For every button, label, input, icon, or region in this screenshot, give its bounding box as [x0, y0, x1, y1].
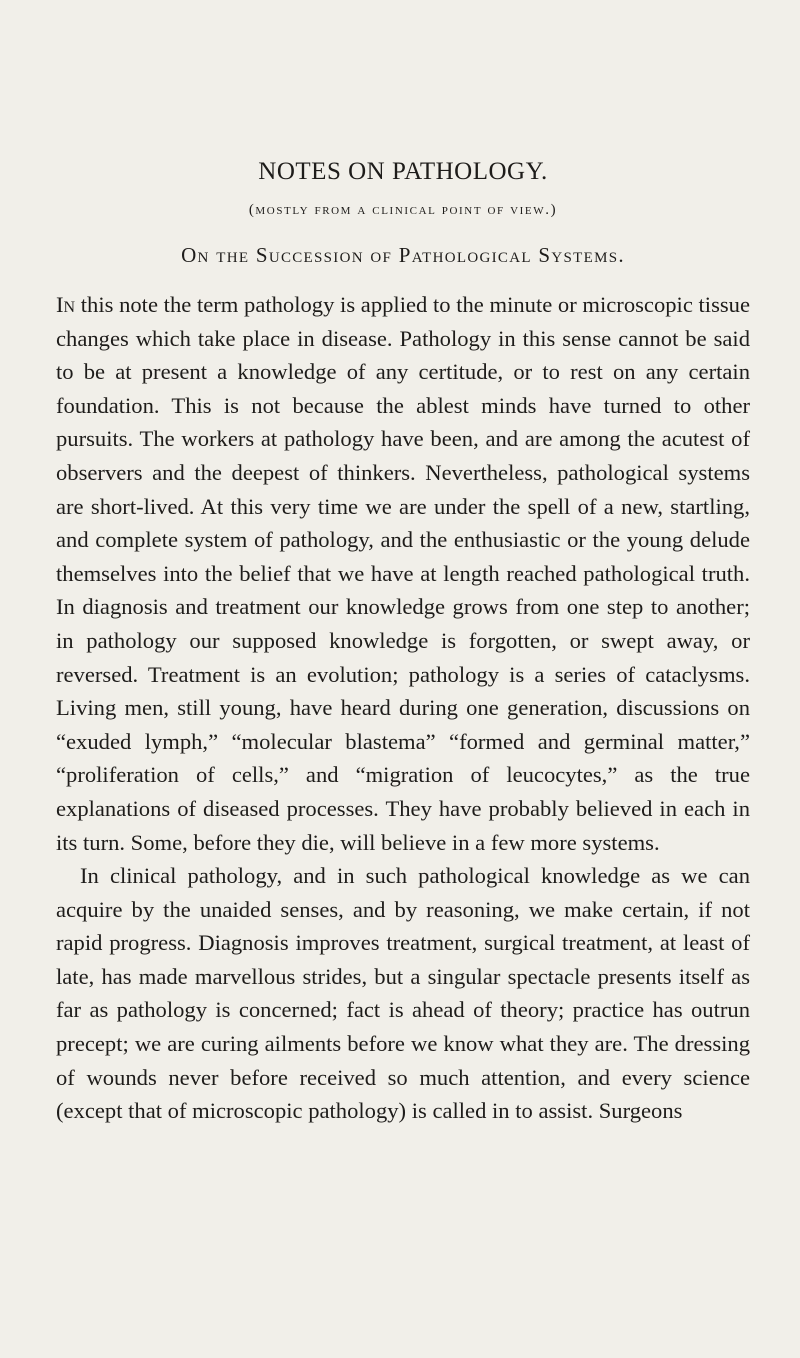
body-paragraph-2: In clinical pathology, and in such pathological knowledge as we can acquire by the unaided senses, and by reasoning, we make certain, if not rapid progress. Diagnosis improves treatment, surgical treatment, at least of late, has made marvellous strides, but a singular spectacle presents itself as far as pathology is concerned; fact is ahead of theory; practice has outrun precept; we are curing ailments before we know what they are. The dressing of wounds never before received so much attention, and every science (except that of microscopic pathology) is called in to assist. Surgeons — [56, 863, 750, 1124]
body-paragraph-1 — [56, 288, 750, 859]
paragraph-lead-word: In — [56, 292, 76, 317]
page-title: NOTES ON PATHOLOGY. — [258, 158, 548, 185]
paragraph-text: this note the term pathology is applied to the minute or microscopic tissue changes which take place in disease. Pathology in this sense cannot be said to be at present a knowledge of any certitude, or to rest on any certain foundation. This is not because the ablest minds have turned to other pursuits. The workers at pathology have been, and are among the acutest of observers and the deepest of thinkers. Nevertheless, pathological systems are short-lived. At this very time we are under the spell of a new, startling, and complete system of pathology, and the enthusiastic or the young delude themselves into the belief that we have at length reached pathological truth. In diagnosis and treatment our knowledge grows from one step to another; in pathology our supposed knowledge is forgotten, or swept away, or reversed. Treatment is an evolution; pathology is a series of cataclysms. Living men, still young, have heard during one generation, discussions on “exuded lymph,” “molecular blastema” “formed and germinal matter,” “proliferation of cells,” and “migration of leucocytes,” as the true explanations of diseased processes. They have probably believed in each in its turn. Some, before they die, will believe in a few more systems. — [56, 292, 750, 855]
section-heading: On the Succession of Pathological Systems. — [181, 243, 625, 267]
page-subtitle: (mostly from a clinical point of view.) — [248, 202, 558, 218]
